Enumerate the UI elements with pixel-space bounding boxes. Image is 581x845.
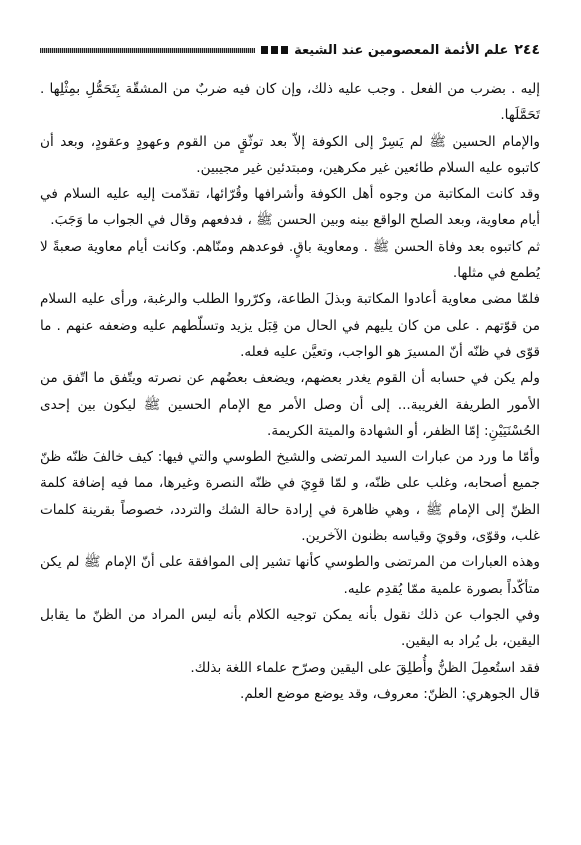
running-header-title: علم الأئمة المعصومين عند الشيعة [294,42,509,58]
page-header [40,41,540,59]
paragraph-7: وأمّا ما ورد من عبارات السيد المرتضى والشيخ الطوسي والتي فيها: كيف خالفَ ظنّه ظنّ جميع أصحابه، وغلب على ظنّه، و لمّا قوِيَ في ظنّه النصرة وغيرها، مما فيه إضافة كلمة الظنّ إلى الإمام ﷺ ، وهي ظاهرة في إرادة حالة الشك والتردد، خصوصاً بقرينة كلمات غلب، وقوّى، وقويَ وقياسه بظنون الآخرين. [40,449,540,545]
paragraph-5: فلمّا مضى معاوية أعادوا المكاتبة وبذلَ الطاعة، وكرّروا الطلب والرغبة، ورأى عليه السلام من قوّتهم . على من كان يليهم في الحال من قِبَل يزيد وتسلّطهم عليه وضعفه عنهم . ما قوّى في ظنّه أنّ المسيرَ هو الواجب، وتعيَّن عليه فعله. [40,291,540,360]
body-text [40,76,540,707]
paragraph-3: وقد كانت المكاتبة من وجوه أهل الكوفة وأشرافها وقُرّائها، تقدّمت إليه عليه السلام في أيام معاوية، وبعد الصلح الواقع بينه وبين الحسن ﷺ ، فدفعهم وقال في الجواب ما وَجَبَ. [40,186,540,229]
paragraph-11: قال الجوهري: الظنّ: معروف، وقد يوضع موضع العلم. [240,685,540,702]
header-ornament-squares [261,46,288,54]
paragraph-9: وفي الجواب عن ذلك نقول بأنه يمكن توجيه الكلام بأنه ليس المراد من الظنّ ما يقابل اليقين، بل يُراد به اليقين. [40,606,540,650]
paragraph-1: إليه . بضرب من الفعل . وجب عليه ذلك، وإن كان فيه ضربٌ من المشقّة بِتَحَمُّلِ بمِثْلِها . تَحَمَّلَها. [40,81,540,124]
paragraph-6: ولم يكن في حسابه أن القوم يغدر بعضهم، ويضعف بعضُهم عن نصرته ويتّفق ما اتّفق من الأمور الطريفة الغريبة... إلى أن وصل الأمر مع الإمام الحسين ﷺ ليكون بين إحدى الحُسْنَيَيْنِ: إمّا الظفر، أو الشهادة والميتة الكريمة. [40,370,540,439]
header-rule [40,48,255,53]
paragraph-4: ثم كاتبوه بعد وفاة الحسن ﷺ . ومعاوية باقٍ. فوعدهم ومنّاهم. وكانت أيام معاوية صعبةً لا يُطمع في مثلها. [40,238,540,282]
page-number: ٢٤٤ [514,42,540,58]
paragraph-10: فقد استُعمِلَ الظنُّ وأُطلِقَ على اليقين وصرّح علماء اللغة بذلك. [190,659,540,676]
paragraph-2: والإمام الحسين ﷺ لم يَسِرْ إلى الكوفة إلاّ بعد توثّقٍ من القوم وعهودٍ وعقودٍ، وبعد أن كاتبوه عليه السلام طائعين غير مكرهين، ومبتدئين غير مجيبين. [40,133,540,176]
paragraph-8: وهذه العبارات من المرتضى والطوسي كأنها تشير إلى الموافقة على أنّ الإمام ﷺ لم يكن متأكّداً بصورة علمية ممّا يُقدِم عليه. [40,554,540,597]
